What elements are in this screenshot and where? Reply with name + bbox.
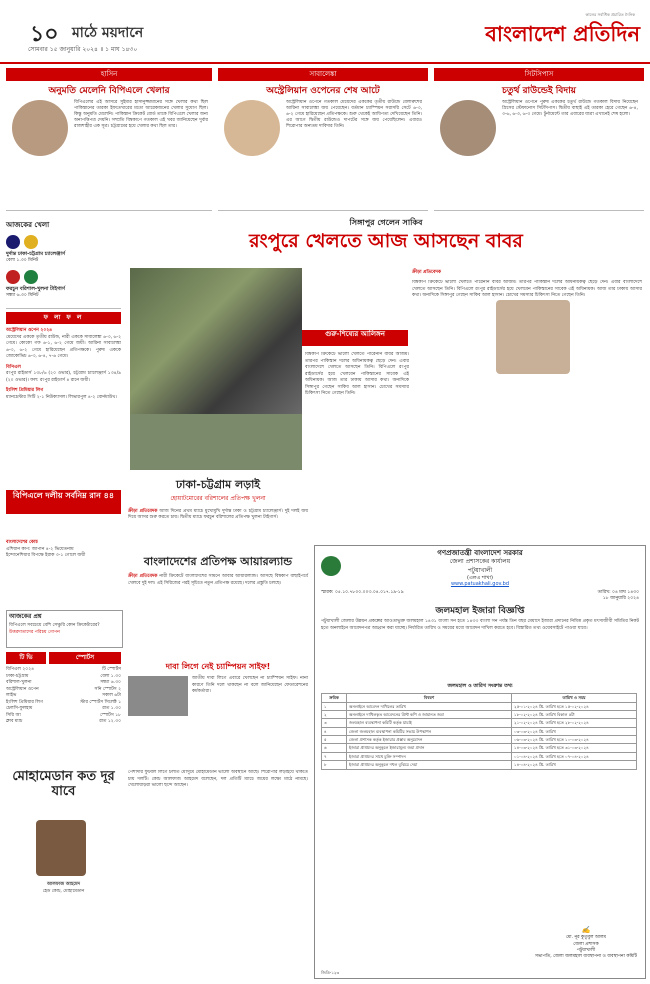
table-cell: ১ [322,702,347,710]
tv-program: ক্লাব ম্যাচ [6,719,23,725]
table-cell: ইজারা প্রাপ্তদের অনুকূলে দখল বুঝিয়ে দেয়া [347,761,512,769]
table-cell: ৬ [322,744,347,752]
table-row [322,727,637,735]
babar-photo [496,300,570,374]
chess-photo [128,676,188,716]
mohammedan-story [6,770,121,980]
today-games [6,218,121,309]
main-kicker: সিঙ্গাপুর গেলেন সাকিব [349,218,423,227]
govt-seal-icon [321,556,341,576]
tv-program: অস্ট্রেলিয়ান ওপেন [6,686,39,692]
notice-gov: গণপ্রজাতন্ত্রী বাংলাদেশ সরকার [437,549,523,557]
table-cell: ১৮-০২-২০২৪ খ্রি. তারিখ বিকাল ৫টা [512,710,637,718]
col-header: বিবরণ [347,694,512,702]
quiz-question: বিপিএলে সবচেয়ে বেশি সেঞ্চুরি কোন ক্রিকেটারের? [9,623,100,629]
quiz-box [6,610,123,648]
team-logo-icon [6,235,20,249]
tv-channel: সন্ধ্যা ৬.৩০ [100,680,121,686]
notice-table-title: জলমহাল ও তারিখ সংক্রান্ত তথ্য [447,683,513,690]
team-logo-icon [24,235,38,249]
left-news [6,540,121,600]
table-cell: ইজারা প্রাপ্তদের সাথে চুক্তি সম্পাদন [347,752,512,760]
top-story-title: চতুর্থ রাউন্ডেই বিদায় [502,86,576,96]
notice-office: জেলা প্রশাসকের কার্যালয় [449,558,511,566]
top-story-title: অস্ট্রেলিয়ান ওপেনের শেষ আটে [266,86,380,96]
signer-name: মো. নূর কুতুবুল আলম [565,935,606,941]
tv-channel: বেলা ১.৩০ [100,673,121,679]
match-name: ফরচুন বরিশাল-খুলনা টাইগার্স [6,286,65,293]
team-logo-icon [6,270,20,284]
match-time: বেলা ১.৩০ মিনিট [6,258,39,264]
result-body: ম্যানচেস্টার সিটি ২-১ নিউক্যাসল। লিভারপুল ৪-২ বোর্নমাউথ। [6,394,117,400]
notice-website[interactable]: www.patuakhali.gov.bd [450,581,510,588]
tv-channel: সকাল ৬টা [102,693,121,699]
match-name: দুর্দান্ত ঢাকা-চট্টগ্রাম চ্যালেঞ্জার্স [6,251,66,258]
notice-date: তারিখ: ০৪ মাঘ ১৪৩০ [597,590,639,596]
team-logo-icon [24,270,38,284]
top-story-body: অস্ট্রেলিয়ান ওপেনে পুরুষ এককের চতুর্থ রাউন্ডে গতকাল বিদায় নিয়েছেন গ্রিসের স্টেফানোস সিটসিপাস। দ্বিতীয় বাছাই এই তারকা হেরে গেছেন ৬-৪, ৩-৬, ৬-৩, ৬-৩ গেমে। টুর্নামেন্টে তার এবারের যাত্রা এখানেই শেষ হলো। [502,100,638,118]
mohammedan-body: পেশাদার ফুটবল লিগে চলতি মৌসুমে মোহামেডান ভালো অবস্থানে আছে। শিরোপার লড়াইয়ে থাকতে চায় দলটি। কোচ আলফাজ আহমেদ বলেছেন, দল প্রতিটি ম্যাচে জয়ের লক্ষ্যে মাঠে নামছে। খেলোয়াড়রা ভালো ছন্দে আছেন। [128,770,308,789]
table-row [322,744,637,752]
chess-headline: দাবা লিগে নেই চ্যাম্পিয়ন সাইফ! [165,662,271,671]
tv-channel: টি স্পোর্টস [102,667,121,672]
result-head: অস্ট্রেলিয়ান ওপেন ২০২৪ [6,328,53,333]
tv-program: চেলসি-ফুলহাম [6,706,33,712]
news-kicker: বাংলাদেশের কোচ [6,540,38,545]
table-row [322,719,637,727]
notice-body: পটুয়াখালী জেলার উন্নয়ন প্রকল্পের আওতাভুক্ত জলমহাল ১৪৩১ বাংলা সন হতে ১৪৩৩ বাংলা সন পর্যন্ত তিন বছর মেয়াদে ইজারা প্রদানের নিমিত্ত প্রকৃত মৎস্যজীবী সমিতির নিকট হতে অনলাইনে আবেদনপত্র আহ্বান করা যাচ্ছে। নির্ধারিত তারিখ ও সময়ের মধ্যে আবেদন দাখিল করতে হবে। বিস্তারিত তথ্য ওয়েবসাইটে পাওয়া যাবে। [321,619,639,631]
signer-footer: সভাপতি, জেলা জলমহাল ব্যবস্থাপনা ও ব্যবস্থাপনা কমিটি [534,953,637,959]
signer-place: পটুয়াখালী [576,947,596,953]
govt-notice [314,545,646,979]
tv-sports-label: স্পোর্টস [49,652,121,664]
table-row [322,752,637,760]
notice-date: ১৮ জানুয়ারি ২০২৪ [602,596,639,602]
table-cell: জেলা প্রশাসক কর্তৃক ইজারার প্রস্তাব অনুমোদন [347,736,512,744]
top-story-body: অস্ট্রেলিয়ান ওপেনে গতকাল মেয়েদের এককের তৃতীয় রাউন্ডে বেলারুশের আরিনা সাবালেঙ্কা জয় পেয়েছেন। বর্তমান চ্যাম্পিয়ন সরাসরি সেটে ৬-৩, ৬-২ গেমে হারিয়েছেন প্রতিপক্ষকে। শুরু থেকেই আধিপত্য দেখিয়েছেন তিনি। এর আগে দ্বিতীয় রাউন্ডেও দাপটের সঙ্গে জয় পেয়েছিলেন। এবারও শিরোপার অন্যতম দাবিদার তিনি। [286,100,422,130]
top-story-1 [6,68,212,211]
mohammedan-headline: মোহামেডান কত দূর যাবে [12,769,115,799]
tv-program: বরিশাল-খুলনা [6,680,32,686]
notice-memo: স্মারক: ০৫.১০.৭৮০০.০০৩.০৪.০১৭.১৯-১৯ [321,590,404,596]
table-cell: ২৫-০১-২০২৪ খ্রি. তারিখ হতে ১৫-০২-২০২৪ [512,702,637,710]
table-cell: ইজারা প্রাপ্তদের অনুকূলে ইজারামূল্য জমা প্রদান [347,744,512,752]
tv-channel: স্পোর্টস ১৮ [100,712,121,718]
top-story-category: সিটসিপাস [434,68,644,81]
col-header: ক্রমিক [322,694,347,702]
table-cell: ১৪-০৪-২০২৪ খ্রি. তারিখ [512,761,637,769]
photo-bottom [130,414,302,470]
tv-channel: রাত ১২.৩০ [99,719,121,725]
top-story-3 [434,68,644,211]
second-body: আজ দিনের প্রথম ম্যাচে মুখোমুখি দুর্দান্ত ঢাকা ও চট্টগ্রাম চ্যালেঞ্জার্স। দুই দলই জয় দিয়ে আসর শুরু করতে চায়। দ্বিতীয় ম্যাচে ফরচুন বরিশালের প্রতিপক্ষ খুলনা টাইগার্স। [128,508,308,521]
top-story-body: বিপিএলের এই আসরে সুইমার হাসানুজ্জামানের সঙ্গে খেলার কথা ছিল পাকিস্তানের তারকা ইফতেখারের মতো আরেকজনের খেলার সুযোগ ছিল। কিন্তু অনুমতি মেলেনি। পাকিস্তান ক্রিকেট বোর্ড তাকে বিপিএলে খেলার জন্য অনাপত্তিপত্র দেয়নি। সম্প্রতি বিশ্বকাপে গতকাল এই খবর জানিয়েছেন দুর্বার রাজশাহীর এক সূত্র। চট্টগ্রামের হয়ে খেলার কথা ছিল তার। [74,100,208,130]
stat-box: বিপিএলে দলীয় সর্বনিম্ন রান ৪৪ [6,490,121,514]
table-cell: ৫ [322,736,347,744]
table-row [322,761,637,769]
main-story-head [128,218,644,258]
chess-story [128,662,308,695]
player-photo [224,100,280,156]
coach-role: হেড কোচ, মোহামেডান [42,888,85,894]
results-section [6,312,121,540]
tv-title: টি ভি [6,652,46,664]
result-body: মেয়েদের এককে তৃতীয় রাউন্ড, নারী এককে সাবালেঙ্কা ৬-৩, ৬-২ গেমে। কোকো গফ ৬-১, ৬-২ গেমে জয়ী। আরিনা সাবালেঙ্কা ৬-৩, ৬-২ গেমে হারিয়েছেন প্রতিপক্ষকে। পুরুষ এককে জোকোভিচ ৬-৩, ৬-৪, ৭-৬ গেমে। [6,334,121,360]
top-story-category: সাবালেঙ্কা [218,68,428,81]
newspaper-logo: বাংলাদেশ প্রতিদিন [485,21,640,46]
table-cell: ০১-০৪-২০২৪ খ্রি. তারিখ হতে ০৭-০৪-২০২৪ [512,752,637,760]
section-title: মাঠে ময়দানে [72,25,144,41]
second-subhead: হোয়াটমোরের বরিশালের প্রতিপক্ষ খুলনা [170,494,266,502]
table-row [322,710,637,718]
page-header [0,0,650,64]
issue-date: সোমবার ১৫ জানুয়ারি ২০২৪ ॥ ১ মাঘ ১৪৩০ [28,46,138,53]
player-photo [440,100,496,156]
table-cell: ৩ [322,719,347,727]
logo-tagline: কালের সর্বাধিক প্রচারিত দৈনিক [585,12,635,17]
quiz-title: আজকের প্রশ্ন [9,613,42,620]
match-time: সন্ধ্যা ৬.৩০ মিনিট [6,293,39,298]
table-cell: ২১-০২-২০২৪ খ্রি. তারিখ হতে ২৮-০২-২০২৪ [512,719,637,727]
top-story-category: হাসিন [6,68,212,81]
main-story-body-col: বিশ্বকাপ ক্রিকেটে ভালো খেলতে পারেননি বাবর আজম। তারপর পাকিস্তান দলের অধিনায়কত্ব ছেড়ে দেন। এবার বাংলাদেশে খেলতে আসছেন তিনি। বিপিএলে রংপুর রাইডার্সের হয়ে খেলবেন পাকিস্তানের সাবেক এই অধিনায়ক। আজ তার ঢাকায় আসার কথা। অন্যদিকে সিঙ্গাপুর গেছেন সাকিব আল হাসান। চোখের সমস্যার চিকিৎসা নিতে গেছেন তিনি। [305,352,409,397]
table-cell: ০৬-০৩-২০২৪ খ্রি. তারিখ হতে ১০-০৩-২০২৪ [512,736,637,744]
signer-role: জেলা প্রশাসক [573,941,599,947]
player-photo [12,100,68,156]
coach-name: আলফাজ আহমেদ [46,882,81,887]
notice-district: পটুয়াখালী [467,566,493,574]
top-story-2 [218,68,428,211]
tv-channel: রাত ১.৩০ [102,706,121,712]
main-story-reporter: ক্রীড়া প্রতিবেদক [412,270,441,275]
signature: ✍ [581,926,591,934]
table-cell: অনলাইনে দাখিলকৃত আবেদনের প্রিন্ট কপি ও জামানত জমা [347,710,512,718]
table-cell: ২ [322,710,347,718]
table-cell: ০৩-০৩-২০২৪ খ্রি. তারিখ [512,727,637,735]
ireland-headline: বাংলাদেশের প্রতিপক্ষ আয়ারল্যান্ড [143,555,293,568]
coach-photo [36,820,86,876]
table-row [322,736,637,744]
tv-row [6,719,121,726]
col-header: তারিখ ও সময় [512,694,637,702]
page-number: ১০ [30,22,59,47]
top-story-title: অনুমতি মেলেনি বিপিএলে খেলার [48,86,170,96]
table-cell: ৪ [322,727,347,735]
notice-branch: (এলএ শাখা) [467,574,493,581]
today-games-title: আজকের খেলা [6,221,50,229]
table-cell: জলমহাল ব্যবস্থাপনা কমিটি কর্তৃক যাচাই [347,719,512,727]
news-item: এশিয়ান কাপ: জাপান ৪-২ ভিয়েতনাম [6,546,74,552]
ireland-body: নারী ক্রিকেটে বাংলাদেশের সামনে আবার আয়ারল্যান্ড। আসছে বিশ্বকাপ বাছাইপর্বে খেলবে দুই দল। এই সিরিজের পরই সূচিতে নতুন প্রতিপক্ষ রয়েছে। দলের প্রস্তুতি চলছে। [128,574,309,586]
second-story [128,478,308,522]
tv-program: ইংলিশ প্রিমিয়ার লিগ [6,699,43,705]
result-head: ইংলিশ প্রিমিয়ার লিগ [6,388,44,394]
main-headline: রংপুরে খেলতে আজ আসছেন বাবর [249,229,523,252]
table-cell: ৭ [322,752,347,760]
tv-section [6,652,121,744]
ireland-story: বাংলাদেশের প্রতিপক্ষ আয়ারল্যান্ড ক্রীড়া প্রতিবেদক নারী ক্রিকেটে বাংলাদেশের সামনে আবার আয়ারল্যান্ড। আসছে বিশ্বকাপ বাছাইপর্বে খেলবে দুই দল। এই সিরিজের পরই সূচিতে নতুন প্রতিপক্ষ রয়েছে। দলের প্রস্তুতি চলছে। [128,555,309,586]
tv-program: লাইভ [6,693,17,699]
result-head: বিপিএল [6,364,21,370]
table-cell: অনলাইনে আবেদন দাখিলের তারিখ [347,702,512,710]
reporter: ক্রীড়া প্রতিবেদক [128,508,158,514]
table-cell: ১৪-০৩-২০২৪ খ্রি. তারিখ হতে ৩১-০৩-২০২৪ [512,744,637,752]
news-item: ইন্দোনেশিয়ার বিপক্ষে ইরাক ৩-১ গোলে জয়ী [6,553,86,559]
hug-photo [130,268,302,414]
table-cell: ৮ [322,761,347,769]
quiz-hint: উত্তরদাতাদের পরিচয় গোপন [9,629,60,635]
notice-title: জলমহাল ইজারা বিজ্ঞপ্তি [435,606,525,617]
tv-program: ঢাকা-চট্টগ্রাম [6,673,29,679]
table-row [322,702,637,710]
ad-code: জিডি-১২৩ [321,969,340,975]
tv-program: সিরি আ [6,712,21,718]
notice-table [321,693,637,770]
chess-body: জাতীয় দাবা লিগে এবারে খেলছেন না চ্যাম্পিয়ন সাইফ। নানা কারণে তিনি দলে থাকছেন না বলে জানিয়েছেন ফেডারেশনের কর্মকর্তারা। [192,676,308,695]
tv-channel: স্টার স্পোর্টস সিলেক্ট ১ [80,699,121,705]
tv-listing [6,667,121,726]
result-body: রংপুর রাইডার্স ১৩৮/৬ (২০ ওভার), চট্টগ্রাম চ্যালেঞ্জার্স ১৩৪/৯ (২০ ওভার)। ফল: রংপুর রাইডার্স ৪ রানে জয়ী। [6,371,121,383]
tv-channel: সনি স্পোর্টস ২ [94,686,121,692]
second-headline: ঢাকা-চট্টগ্রাম লড়াই [175,478,261,491]
main-story-body: বিশ্বকাপ ক্রিকেটে ভালো খেলতে পারেননি বাবর আজম। তারপর পাকিস্তান দলের অধিনায়কত্ব ছেড়ে দেন। এবার বাংলাদেশে খেলতে আসছেন তিনি। বিপিএলে রংপুর রাইডার্সের হয়ে খেলবেন পাকিস্তানের সাবেক এই অধিনায়ক। আজ তার ঢাকায় আসার কথা। অন্যদিকে সিঙ্গাপুর গেছেন সাকিব আল হাসান। চোখের সমস্যার চিকিৎসা নিতে গেছেন তিনি। [412,280,642,299]
photo-caption: গুরু-শিষ্যের আলিঙ্গন [302,330,408,346]
results-title: ফ লা ফ ল [6,312,121,324]
tv-program: বিপিএল ২০২৪ [6,667,35,672]
table-cell: জেলা জলমহাল ব্যবস্থাপনা কমিটির সভায় উপস্থাপন [347,727,512,735]
